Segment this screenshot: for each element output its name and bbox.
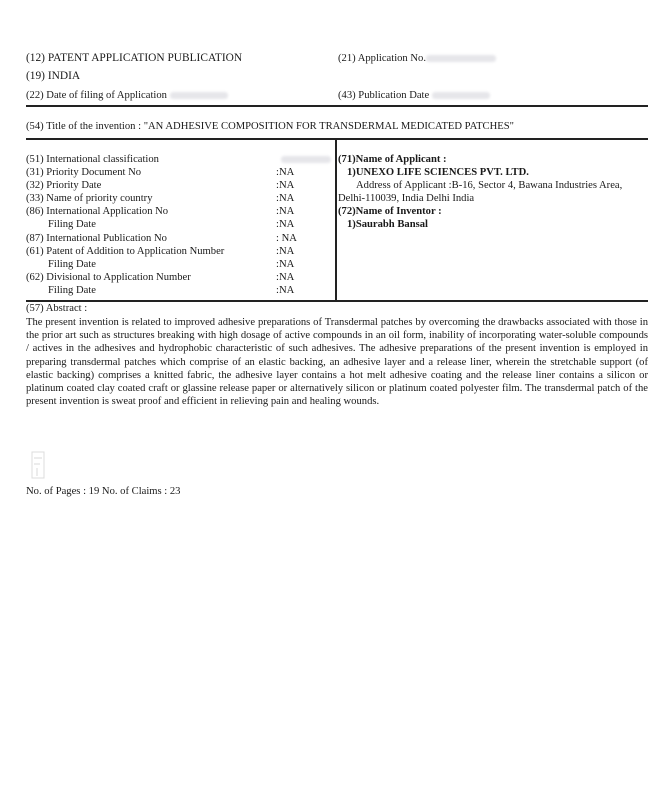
bib-row: (31) Priority Document No :NA	[26, 167, 295, 178]
bib-row: (33) Name of priority country :NA	[26, 193, 295, 204]
inventor-name: 1)Saurabh Bansal	[347, 219, 428, 230]
column-divider	[335, 139, 337, 300]
bib-row: (87) International Publication No : NA	[26, 233, 297, 244]
applicant-address-2: Delhi-110039, India Delhi India	[338, 193, 475, 204]
abstract-text: The present invention is related to improved adhesive preparations of Transdermal patches by overcoming the drawbacks associated with those in the prior art such as structures breaking with high dosage of active compounds in an oil form, inability of incorporating water-soluble compounds / actives in the adhesives and hydrophobic characteristic of such adhesives. The adhesive preparations of the present invention is employed in preparing transdermal patches which comprise of an elastic backing, an adhesive layer and a release liner, wherein the stretchable support (of elastic backing) comprises a knitted fabric, the adhesive layer contains a hot melt adhesive coating and the release liner contains a silicon or platinum coated clay coated craft or glassine release paper or alternatively silicon or platinum coated polyester film. The transdermal patch of the present invention is sweat proof and efficient in relieving pain and healing wounds.	[26, 317, 648, 408]
country: (19) INDIA	[26, 70, 81, 82]
filing-date-label	[26, 90, 228, 101]
publication-date-label	[338, 90, 490, 101]
redacted-filing-date	[170, 92, 228, 99]
applicant-heading: (71)Name of Applicant :	[338, 154, 447, 165]
applicant-address-1: Address of Applicant :B-16, Sector 4, Bawana Industries Area,	[356, 180, 623, 191]
bib-row: (62) Divisional to Application Number :NA	[26, 272, 295, 283]
redacted-classification	[281, 156, 331, 163]
redacted-application-no	[426, 55, 496, 62]
bib-row: Filing Date :NA	[48, 219, 295, 230]
bib-row: (61) Patent of Addition to Application Number :NA	[26, 246, 295, 257]
application-no-label	[338, 53, 496, 64]
publication-date-label-text: (43) Publication Date	[338, 90, 430, 101]
applicant-name: 1)UNEXO LIFE SCIENCES PVT. LTD.	[347, 167, 529, 178]
inventor-heading: (72)Name of Inventor :	[338, 206, 442, 217]
header-divider	[26, 105, 648, 107]
bib-row: (86) International Application No :NA	[26, 206, 295, 217]
abstract-heading: (57) Abstract :	[26, 303, 88, 314]
application-no-label-text: (21) Application No.	[338, 53, 426, 64]
filing-date-label-text: (22) Date of filing of Application	[26, 90, 167, 101]
bib-row: (51) International classification	[26, 154, 159, 165]
biblio-divider	[26, 300, 648, 302]
invention-title: (54) Title of the invention : "AN ADHESIVE COMPOSITION FOR TRANSDERMAL MEDICATED PATCHES"	[26, 121, 514, 132]
redacted-publication-date	[432, 92, 490, 99]
bib-row: Filing Date :NA	[48, 285, 295, 296]
bib-row: (32) Priority Date :NA	[26, 180, 295, 191]
pages-claims: No. of Pages : 19 No. of Claims : 23	[26, 486, 181, 497]
bib-row: Filing Date :NA	[48, 259, 295, 270]
title-divider	[26, 138, 648, 140]
drawing-thumbnail	[28, 450, 50, 480]
publication-type: (12) PATENT APPLICATION PUBLICATION	[26, 52, 243, 64]
